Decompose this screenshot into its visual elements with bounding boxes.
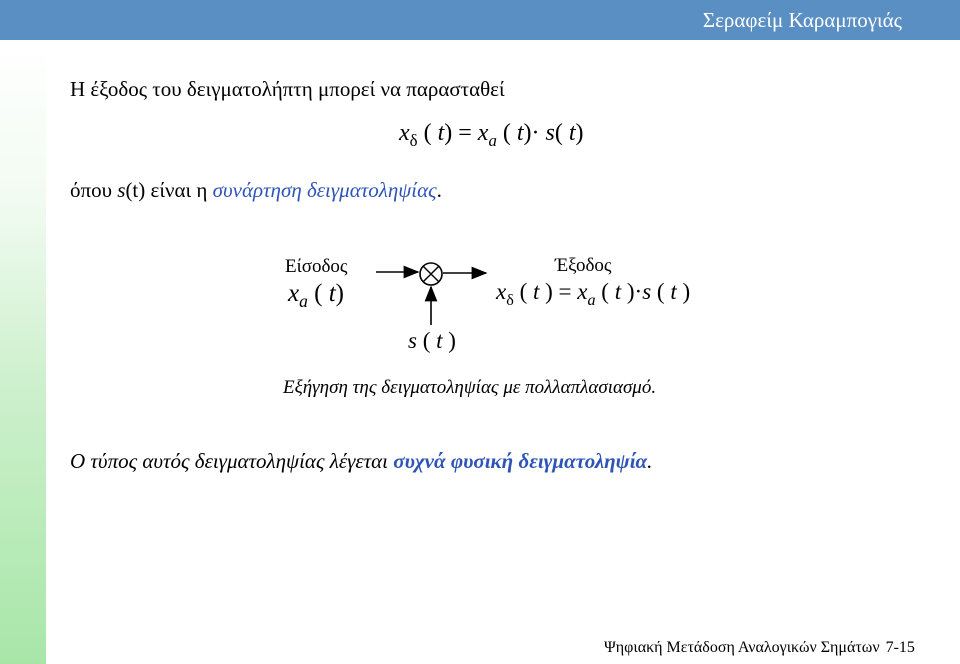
eq-t3: t <box>568 120 576 146</box>
multiplier-icon <box>420 263 442 285</box>
eq-a: a <box>488 130 497 150</box>
eq-rp: ) <box>444 120 453 146</box>
footer-title: Ψηφιακή Μετάδοση Αναλογικών Σημάτων <box>604 639 880 656</box>
sampling-function-term: συνάρτηση δειγματοληψίας <box>212 178 437 202</box>
eq-lp: ( <box>423 120 432 146</box>
where-s: s <box>117 178 126 202</box>
input-signal: $x_a$ ( t) <box>288 280 344 312</box>
eq-x2: x <box>477 120 489 146</box>
natural-sampling-term: συχνά φυσική δειγματοληψία <box>393 449 648 473</box>
where-text: όπου s(t) είναι η συνάρτηση δειγματοληψίας. <box>70 178 442 202</box>
eq-rp3: ) <box>575 120 584 146</box>
where-t: (t) <box>125 178 146 202</box>
eq-dot: · <box>531 120 540 146</box>
input-label: Είσοδος <box>285 256 348 277</box>
footer <box>604 639 915 657</box>
eq-delta: δ <box>409 130 418 150</box>
eq-rp2: ) <box>523 120 532 146</box>
eq-lp3: ( <box>554 120 563 146</box>
eq-lp2: ( <box>502 120 511 146</box>
eq-t2: t <box>516 120 524 146</box>
carrier-signal: s ( t ) <box>408 328 456 353</box>
conclusion-text: Ο τύπος αυτός δειγματοληψίας λέγεται συχνά φυσική δειγματοληψία. <box>70 449 653 473</box>
output-signal: $x_\delta$ ( t ) = $x_a$ ( t )·s ( t ) <box>496 279 691 309</box>
eq-x: x <box>399 120 410 146</box>
eq-equals: = <box>458 120 472 146</box>
diagram-caption: Εξήγηση της δειγματοληψίας με πολλαπλασιασμό. <box>283 377 657 398</box>
intro-text: Η έξοδος του δειγματολήπτη μπορεί να παρασταθεί <box>70 77 505 101</box>
page-number: 7-15 <box>885 639 915 656</box>
eq-s: s <box>545 120 555 146</box>
output-label: Έξοδος <box>555 255 612 276</box>
author-name: Σεραφείμ Καραμπογιάς <box>702 8 902 32</box>
eq-t: t <box>437 120 445 146</box>
